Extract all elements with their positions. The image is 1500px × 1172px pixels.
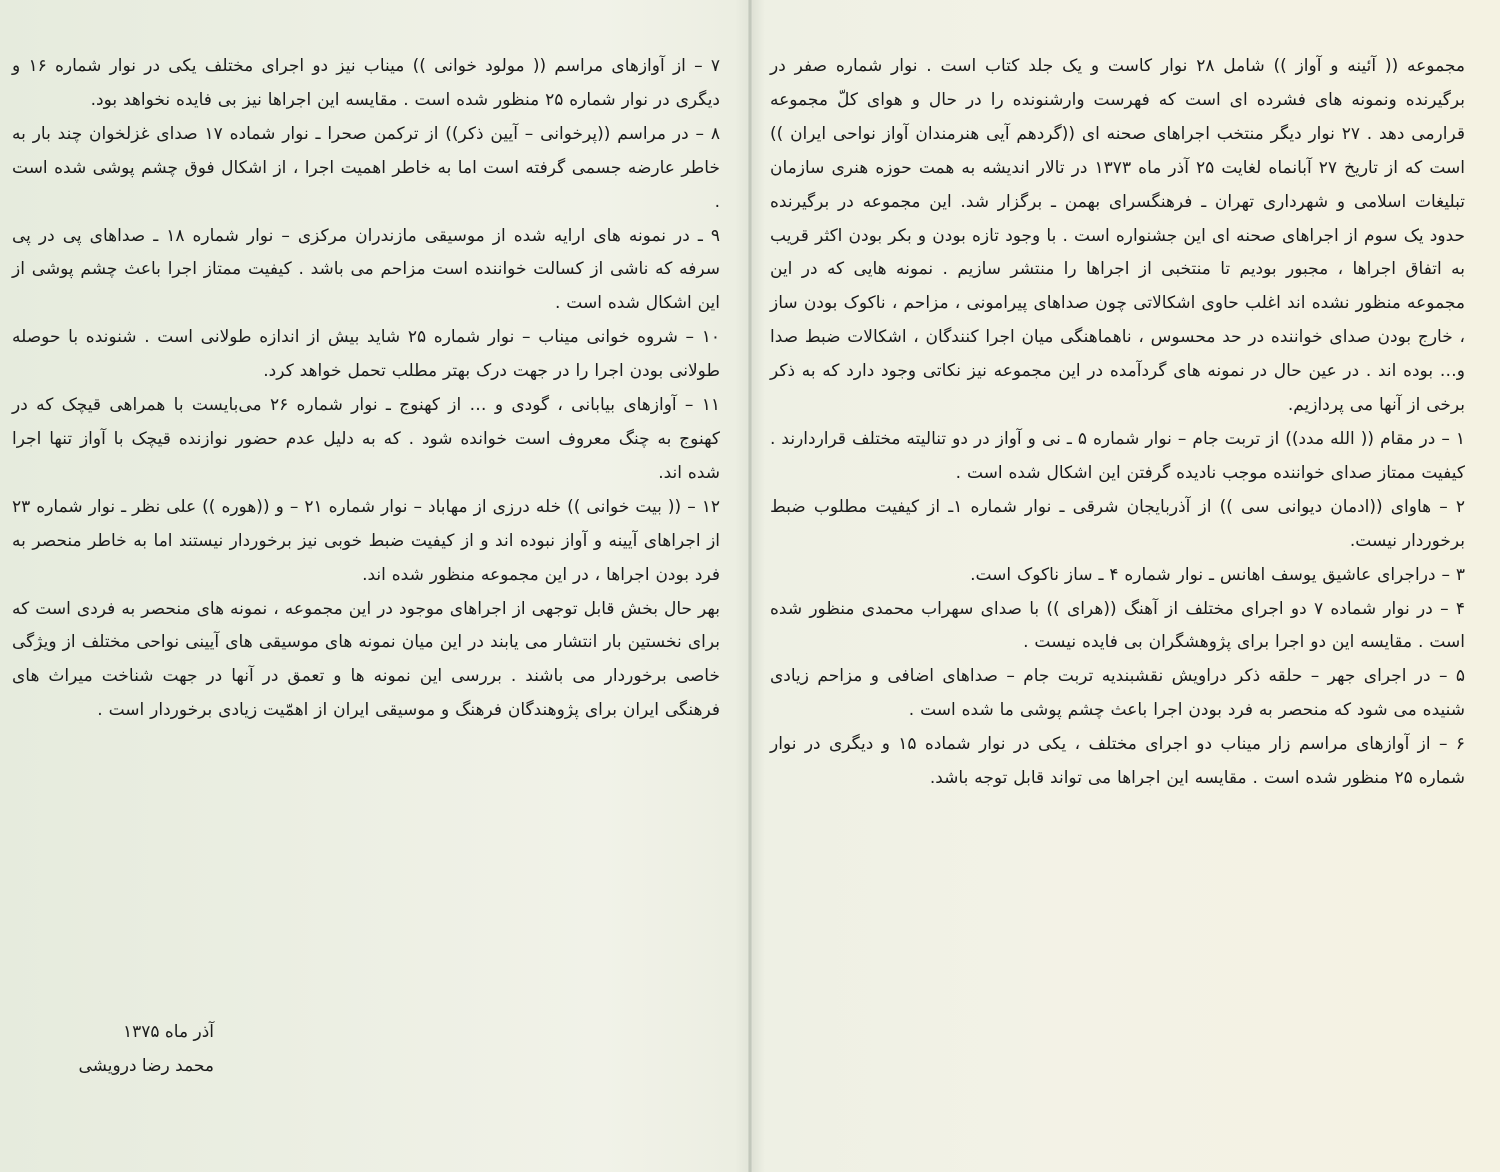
right-paragraph-4: ۴ – در نوار شماده ۷ دو اجرای مختلف از آهنگ ((هرای )) با صدای سهراب محمدی منظور شده است . مقایسه این دو اجرا برای پژوهشگران بی فایده نیست . xyxy=(770,598,1465,653)
left-paragraph-7: ۷ – از آوازهای مراسم (( مولود خوانی )) میناب نیز دو اجرای مختلف یکی در نوار شماره ۱۶ و دیگری در نوار شماره ۲۵ منظور شده است . مقایسه این اجراها نیز بی فایده نخواهد بود. xyxy=(12,56,720,110)
right-paragraph-6: ۶ – از آوازهای مراسم زار میناب دو اجرای مختلف ، یکی در نوار شماده ۱۵ و دیگری در نوار شماره ۲۵ منظور شده است . مقایسه این اجراها می تواند قابل توجه باشد. xyxy=(770,734,1465,789)
signature-author: محمد رضا درویشی xyxy=(78,1056,214,1076)
left-paragraph-8: ۸ – در مراسم ((پرخوانی – آیین ذکر)) از ترکمن صحرا ـ نوار شماده ۱۷ صدای غزلخوان چند بار به خاطر عارضه جسمی گرفته است اما به خاطر اهمیت اجرا ، از اشکال فوق چشم پوشی شده است . xyxy=(12,123,720,212)
left-paragraph-12: ۱۲ – (( بیت خوانی )) خله درزی از مهاباد – نوار شماره ۲۱ – و ((هوره )) علی نظر ـ نوار شماره ۲۳ از اجراهای آیینه و آواز نبوده اند و از کیفیت ضبط خوبی نیز برخوردار نیستند اما به خاطر منحصر به فرد بودن اجراها ، در این مجموعه منظور شده اند. xyxy=(12,496,720,585)
right-paragraph-intro: مجموعه (( آئینه و آواز )) شامل ۲۸ نوار کاست و یک جلد کتاب است . نوار شماره صفر در برگیرنده ونمونه های فشرده ای است که فهرست وارشنونده را در حال و هوای کلّ مجموعه قرارمی دهد . ۲۷ نوار دیگر منتخب اجراهای صحنه ای ((گردهم آیی هنرمندان آواز نواحی ایران )) است که از تاریخ ۲۷ آبانماه لغایت ۲۵ آذر ماه ۱۳۷۳ در تالار اندیشه به همت حوزه هنری سازمان تبلیغات اسلامی و شهرداری تهران ـ فرهنگسرای بهمن ـ برگزار شد. این مجموعه در برگیرنده حدود یک سوم از اجراهای صحنه ای این جشنواره است . با وجود تازه بودن و بکر بودن اکثر قریب به اتفاق اجراها ، مجبور بودیم تا منتخبی از اجراها را منتشر سازیم . نمونه هایی که در این مجموعه منظور نشده اند اغلب حاوی اشکالاتی چون صداهای پیرامونی ، مزاحم ، ناکوک بودن ساز ، خارج بودن صدای خواننده در حد محسوس ، ناهماهنگی میان اجرا کنندگان ، اشکالات ضبط صدا و… بوده اند . در عین حال در نمونه های گردآمده در این مجموعه نیز نکاتی وجود دارد که به ذکر برخی از آنها می پردازیم. xyxy=(770,56,1465,416)
right-paragraph-5: ۵ – در اجرای جهر – حلقه ذکر دراویش نقشبندیه تربت جام – صداهای اضافی و مزاحم زیادی شنیده می شود که منحصر به فرد بودن اجرا باعث چشم پوشی ما شده است . xyxy=(770,666,1465,721)
signature-block xyxy=(14,1015,214,1083)
right-paragraph-1: ۱ – در مقام (( الله مدد)) از تربت جام – نوار شماره ۵ ـ نی و آواز در دو تنالیته مختلف قراردارند . کیفیت ممتاز صدای خواننده موجب نادیده گرفتن این اشکال شده است . xyxy=(770,428,1465,483)
page-fold xyxy=(748,0,752,1172)
signature-date: آذر ماه ۱۳۷۵ xyxy=(122,1022,214,1042)
left-page xyxy=(12,50,720,728)
left-paragraph-11: ۱۱ – آوازهای بیابانی ، گودی و … از کهنوج ـ نوار شماره ۲۶ می‌بایست با همراهی قیچک که در کهنوج به چنگ معروف است خوانده شود . که به دلیل عدم حضور نوازنده قیچک با آواز تنها اجرا شده اند. xyxy=(12,395,720,483)
right-paragraph-3: ۳ – دراجرای عاشیق یوسف اهانس ـ نوار شماره ۴ ـ ساز ناکوک است. xyxy=(970,564,1465,585)
left-paragraph-10: ۱۰ – شروه خوانی میناب – نوار شماره ۲۵ شاید بیش از اندازه طولانی است . شنونده با حوصله طولانی بودن اجرا را در جهت درک بهتر مطلب تحمل خواهد کرد. xyxy=(12,327,720,382)
left-paragraph-9: ۹ ـ در نمونه های ارایه شده از موسیقی مازندران مرکزی – نوار شماره ۱۸ ـ صداهای پی در پی سرفه که ناشی از کسالت خواننده است مزاحم می باشد . کیفیت ممتاز اجرا باعث چشم پوشی از این اشکال شده است . xyxy=(12,225,720,314)
right-page xyxy=(770,50,1465,796)
right-paragraph-2: ۲ – هاوای ((ادمان دیوانی سی )) از آذربایجان شرقی ـ نوار شماره ۱ـ از کیفیت مطلوب ضبط برخوردار نیست. xyxy=(770,496,1465,551)
left-paragraph-conclusion: بهر حال بخش قابل توجهی از اجراهای موجود در این مجموعه ، نمونه های منحصر به فردی است که برای نخستین بار انتشار می یابند در این میان نمونه های موسیقی های آیینی نواحی مختلف از ویژگی خاصی برخوردار می باشند . بررسی این نمونه ها و تعمق در آنها در جهت شناخت میراث های فرهنگی ایران برای پژوهندگان فرهنگ و موسیقی ایران از اهمّیت زیادی برخوردار است . xyxy=(12,598,720,721)
